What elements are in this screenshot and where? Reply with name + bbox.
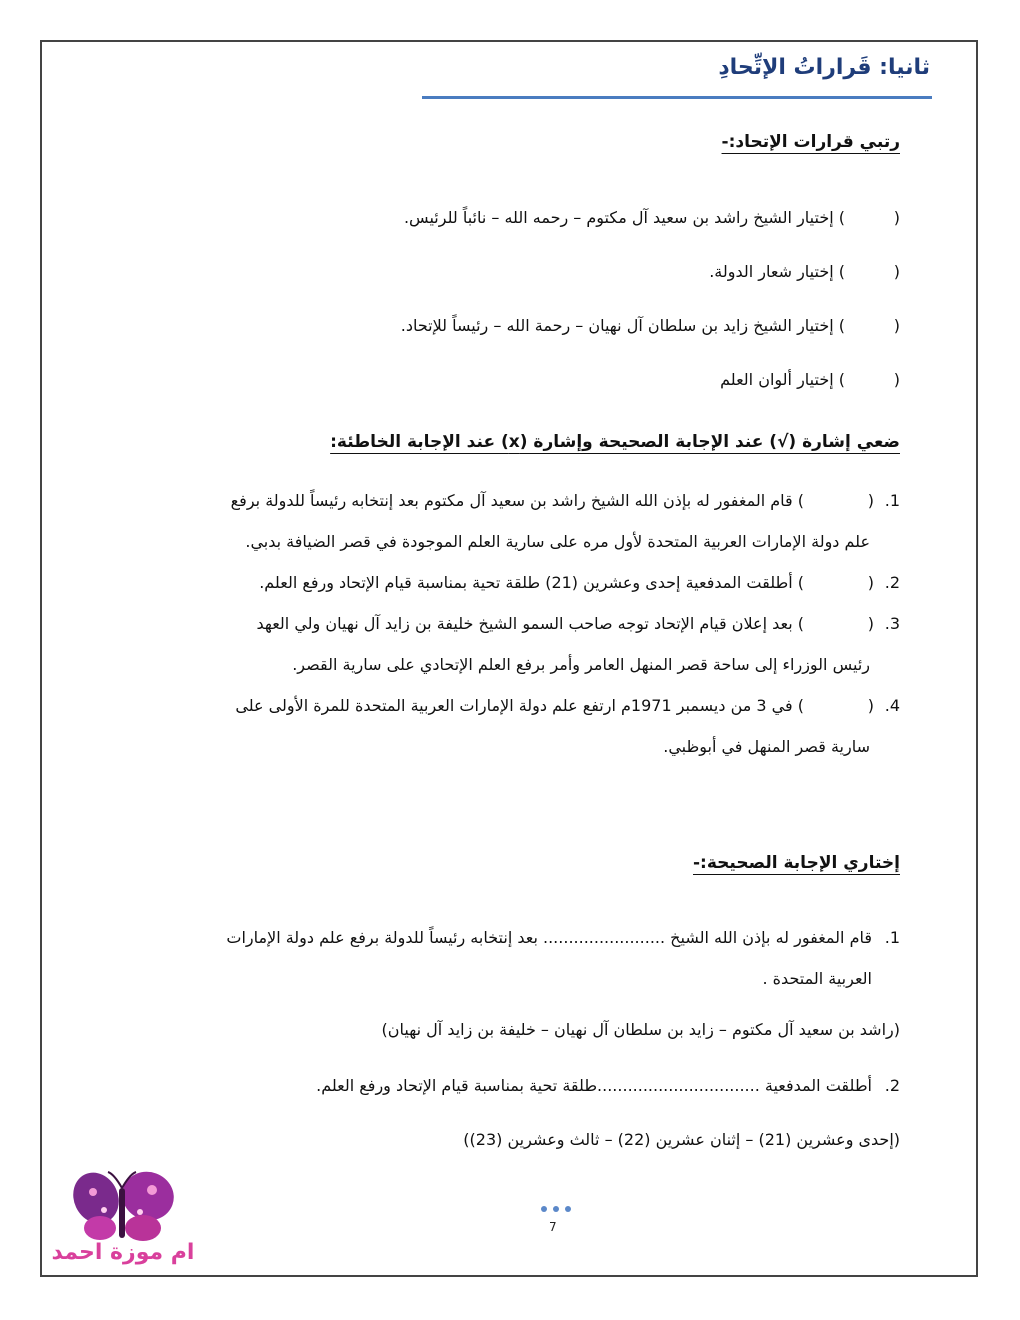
true-false-item	[130, 562, 900, 603]
item-continuation: علم دولة الإمارات العربية المتحدة لأول مره على سارية العلم الموجودة في قصر الضيافة بدبي.	[245, 532, 870, 551]
item-number: 3.	[884, 614, 900, 633]
multiple-choice-item	[130, 1065, 900, 1106]
dot-icon	[565, 1206, 571, 1212]
true-false-item	[130, 685, 900, 767]
true-false-item	[130, 480, 900, 562]
answer-paren: (	[867, 491, 874, 510]
order-item-text: ) إختيار الشيخ زايد بن سلطان آل نهيان – رحمة الله – رئيساً للإتحاد.	[400, 316, 845, 335]
item-continuation: العربية المتحدة .	[762, 969, 872, 988]
answer-paren: (	[867, 696, 874, 715]
item-continuation: رئيس الوزراء إلى ساحة قصر المنهل العامر وأمر برفع العلم الإتحادي على سارية القصر.	[292, 655, 870, 674]
dot-icon	[553, 1206, 559, 1212]
order-item	[720, 370, 900, 389]
dot-icon	[541, 1206, 547, 1212]
item-text: ) بعد إعلان قيام الإتحاد توجه صاحب السمو الشيخ خليفة بن زايد آل نهيان ولي العهد	[256, 614, 804, 633]
page-title: ثانيا: قَراراتُ الإتِّحادِ	[718, 55, 930, 80]
order-paren: (	[893, 262, 900, 281]
item-number: 1.	[884, 491, 900, 510]
item-number: 2.	[884, 1076, 900, 1095]
multiple-choice-item	[130, 917, 900, 999]
order-item	[709, 262, 900, 281]
item-text: ) أطلقت المدفعية إحدى وعشرين (21) طلقة تحية بمناسبة قيام الإتحاد ورفع العلم.	[259, 573, 804, 592]
choice-options: (راشد بن سعيد آل مكتوم – زايد بن سلطان آل نهيان – خليفة بن زايد آل نهيان)	[381, 1020, 900, 1039]
title-underline	[422, 96, 932, 99]
item-text: ) في 3 من ديسمبر 1971م ارتفع علم دولة الإمارات العربية المتحدة للمرة الأولى على	[235, 696, 804, 715]
answer-paren: (	[867, 573, 874, 592]
order-paren: (	[893, 208, 900, 227]
choice-options: (إحدى وعشرين (21) – إثنان عشرين (22) – ثالث وعشرين (23))	[463, 1130, 900, 1149]
order-item	[401, 316, 900, 335]
item-continuation: سارية قصر المنهل في أبوظبي.	[663, 737, 870, 756]
order-paren: (	[893, 370, 900, 389]
order-paren: (	[893, 316, 900, 335]
order-item-text: ) إختيار ألوان العلم	[720, 370, 845, 389]
order-item-text: ) إختيار الشيخ راشد بن سعيد آل مكتوم – رحمه الله – نائباً للرئيس.	[403, 208, 845, 227]
multiple-choice-heading: إختاري الإجابة الصحيحة:-	[693, 853, 900, 873]
item-number: 4.	[884, 696, 900, 715]
ordering-heading: رتبي قرارات الإتحاد:-	[721, 132, 900, 152]
item-number: 2.	[884, 573, 900, 592]
item-text: قام المغفور له بإذن الله الشيخ ........................ بعد إنتخابه رئيساً للدولة برفع علم دولة الإمارات	[226, 928, 872, 947]
page-number: 7	[549, 1220, 557, 1234]
footer-dots	[541, 1206, 571, 1212]
true-false-item	[130, 603, 900, 685]
item-number: 1.	[884, 928, 900, 947]
true-false-heading: ضعي إشارة (√) عند الإجابة الصحيحة وإشارة (x) عند الإجابة الخاطئة:	[330, 432, 900, 452]
order-item-text: ) إختيار شعار الدولة.	[709, 262, 845, 281]
item-text: أطلقت المدفعية ................................طلقة تحية بمناسبة قيام الإتحاد ورفع العلم.	[316, 1076, 872, 1095]
item-text: ) قام المغفور له بإذن الله الشيخ راشد بن سعيد آل مكتوم بعد إنتخابه رئيساً للدولة برفع	[230, 491, 804, 510]
answer-paren: (	[867, 614, 874, 633]
order-item	[404, 208, 900, 227]
logo-text: ام موزة احمد	[51, 1240, 195, 1265]
